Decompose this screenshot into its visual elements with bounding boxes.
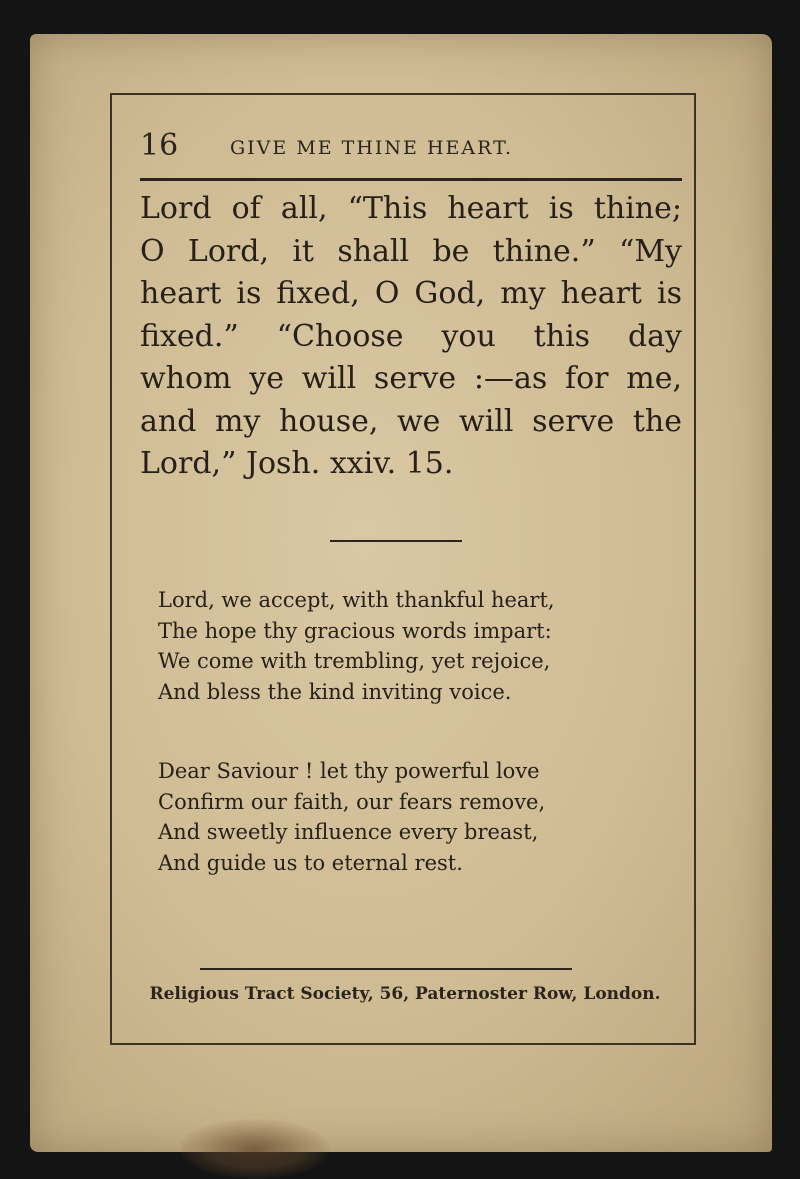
prose-line: Lord of all, “This heart is thine; bbox=[140, 191, 682, 226]
prose-line: heart is fixed, O God, my heart is bbox=[140, 276, 682, 311]
page-header bbox=[140, 128, 680, 168]
hymn-stanza bbox=[158, 756, 678, 878]
prose-line: Lord,” Josh. xxiv. 15. bbox=[140, 446, 454, 481]
footer-rule bbox=[200, 968, 572, 970]
verse-line: We come with trembling, yet rejoice, bbox=[158, 649, 551, 673]
header-rule bbox=[140, 178, 682, 181]
verse-line: Dear Saviour ! let thy powerful love bbox=[158, 759, 540, 783]
prose-line: and my house, we will serve the bbox=[140, 403, 682, 439]
verse-line: Confirm our faith, our fears remove, bbox=[158, 789, 546, 814]
water-stain bbox=[180, 1119, 330, 1179]
section-divider bbox=[330, 540, 462, 542]
verse-line: Lord, we accept, with thankful heart, bbox=[158, 588, 555, 612]
publisher-imprint: Religious Tract Society, 56, Paternoster Row, London. bbox=[149, 984, 661, 1004]
verse-line: The hope thy gracious words impart: bbox=[158, 618, 552, 643]
page-number: 16 bbox=[140, 128, 179, 163]
prose-line: O Lord, it shall be thine.” “My bbox=[140, 233, 682, 269]
hymn-stanza bbox=[158, 585, 678, 707]
running-title: GIVE ME THINE HEART. bbox=[230, 137, 514, 159]
verse-line: And sweetly influence every breast, bbox=[158, 820, 539, 844]
prose-line: fixed.” “Choose you this day bbox=[140, 318, 682, 354]
verse-line: And guide us to eternal rest. bbox=[158, 850, 463, 875]
verse-line: And bless the kind inviting voice. bbox=[158, 679, 512, 704]
prose-paragraph bbox=[140, 188, 682, 486]
prose-line: whom ye will serve :—as for me, bbox=[140, 361, 682, 396]
